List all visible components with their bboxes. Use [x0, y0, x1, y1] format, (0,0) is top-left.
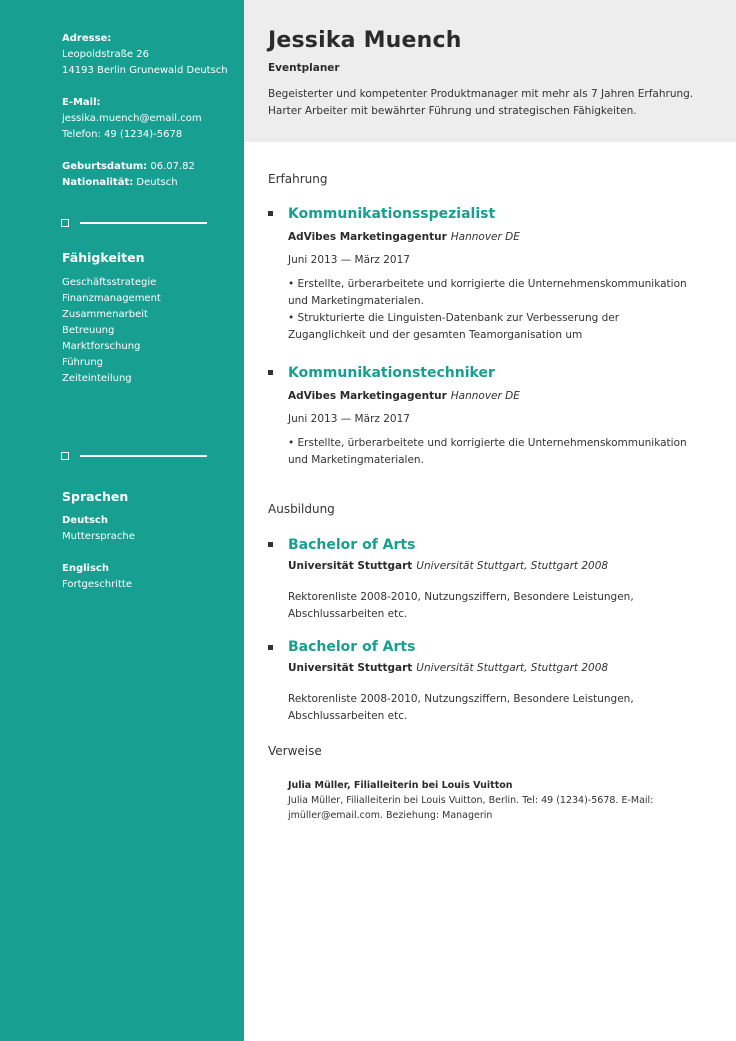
bullet-icon	[268, 211, 273, 216]
square-icon	[61, 452, 69, 460]
divider	[61, 452, 207, 460]
education-school-row	[288, 560, 608, 572]
birth-value: 06.07.82	[150, 161, 195, 172]
reference-text: Julia Müller, Filialleiterin bei Louis Vuitton, Berlin. Tel: 49 (1234)-5678. E-Mail: jmüller@email.com. Beziehung: Managerin	[288, 795, 654, 821]
job-title: Eventplaner	[268, 62, 340, 74]
reference-name: Julia Müller, Filialleiterin bei Louis Vuitton	[288, 780, 513, 791]
contact-block	[62, 95, 238, 143]
education-school-row	[288, 662, 608, 674]
experience-title: Erfahrung	[268, 172, 328, 186]
birth-row	[62, 159, 238, 175]
personal-block	[62, 159, 238, 191]
divider-line	[80, 222, 207, 224]
skill-item: Zusammenarbeit	[62, 309, 148, 320]
education-school: Universität Stuttgart	[288, 662, 413, 674]
email-value: jessika.muench@email.com	[62, 113, 202, 124]
experience-dates: Juni 2013 — März 2017	[288, 254, 410, 266]
bullet-icon	[268, 645, 273, 650]
address-line-2: 14193 Berlin Grunewald Deutsch	[62, 65, 228, 76]
skills-title: Fähigkeiten	[62, 250, 145, 265]
bullet-icon	[268, 542, 273, 547]
experience-line: • Erstellte, ürberarbeitete und korrigierte die Unternehmenskommunikation und Marketingmaterialen.	[288, 437, 687, 466]
sidebar	[0, 0, 244, 1041]
experience-location: Hannover DE	[450, 390, 520, 402]
education-text: Rektorenliste 2008-2010, Nutzungsziffern, Besondere Leistungen, Abschlussarbeiten etc.	[288, 591, 634, 620]
skill-item: Finanzmanagement	[62, 293, 161, 304]
education-text: Rektorenliste 2008-2010, Nutzungsziffern, Besondere Leistungen, Abschlussarbeiten etc.	[288, 693, 634, 722]
experience-role: Kommunikationstechniker	[288, 365, 495, 381]
education-degree: Bachelor of Arts	[288, 639, 416, 655]
email-label: E-Mail:	[62, 97, 101, 108]
languages-title: Sprachen	[62, 489, 129, 504]
nationality-value: Deutsch	[136, 177, 178, 188]
skill-item: Marktforschung	[62, 341, 141, 352]
square-icon	[61, 219, 69, 227]
education-title: Ausbildung	[268, 502, 335, 516]
skill-item: Betreuung	[62, 325, 115, 336]
experience-line: • Strukturierte die Linguisten-Datenbank zur Verbesserung der Zuganglichkeit und der gesamten Teamorganisation um	[288, 312, 620, 341]
experience-dates: Juni 2013 — März 2017	[288, 413, 410, 425]
experience-line: • Erstellte, ürberarbeitete und korrigierte die Unternehmenskommunikation und Marketingmaterialen.	[288, 278, 687, 307]
language-name: Deutsch	[62, 515, 108, 526]
language-name: Englisch	[62, 563, 109, 574]
nationality-row	[62, 175, 238, 191]
skill-item: Zeiteinteilung	[62, 373, 132, 384]
candidate-name: Jessika Muench	[268, 28, 462, 53]
education-school: Universität Stuttgart	[288, 560, 413, 572]
phone-value: Telefon: 49 (1234)-5678	[62, 129, 183, 140]
address-line-1: Leopoldstraße 26	[62, 49, 149, 60]
experience-company: AdVibes Marketingagentur	[288, 231, 447, 243]
experience-location: Hannover DE	[450, 231, 520, 243]
experience-company-row	[288, 231, 520, 243]
birth-label: Geburtsdatum:	[62, 161, 148, 172]
languages-block	[62, 489, 238, 593]
experience-company-row	[288, 390, 520, 402]
experience-role: Kommunikationsspezialist	[288, 206, 496, 222]
references-title: Verweise	[268, 744, 322, 758]
skills-block	[62, 250, 238, 387]
education-detail: Universität Stuttgart, Stuttgart 2008	[416, 560, 609, 572]
language-level: Fortgeschritte	[62, 579, 132, 590]
summary: Begeisterter und kompetenter Produktmanager mit mehr als 7 Jahren Erfahrung. Harter Arbeiter mit bewährter Führung und strategischen Fähigkeiten.	[268, 88, 694, 117]
nationality-label: Nationalität:	[62, 177, 134, 188]
divider-line	[80, 455, 207, 457]
divider	[61, 219, 207, 227]
experience-company: AdVibes Marketingagentur	[288, 390, 447, 402]
education-detail: Universität Stuttgart, Stuttgart 2008	[416, 662, 609, 674]
education-degree: Bachelor of Arts	[288, 537, 416, 553]
skill-item: Geschäftsstrategie	[62, 277, 157, 288]
language-level: Muttersprache	[62, 531, 135, 542]
address-block	[62, 31, 238, 79]
address-label: Adresse:	[62, 33, 112, 44]
skill-item: Führung	[62, 357, 104, 368]
bullet-icon	[268, 370, 273, 375]
